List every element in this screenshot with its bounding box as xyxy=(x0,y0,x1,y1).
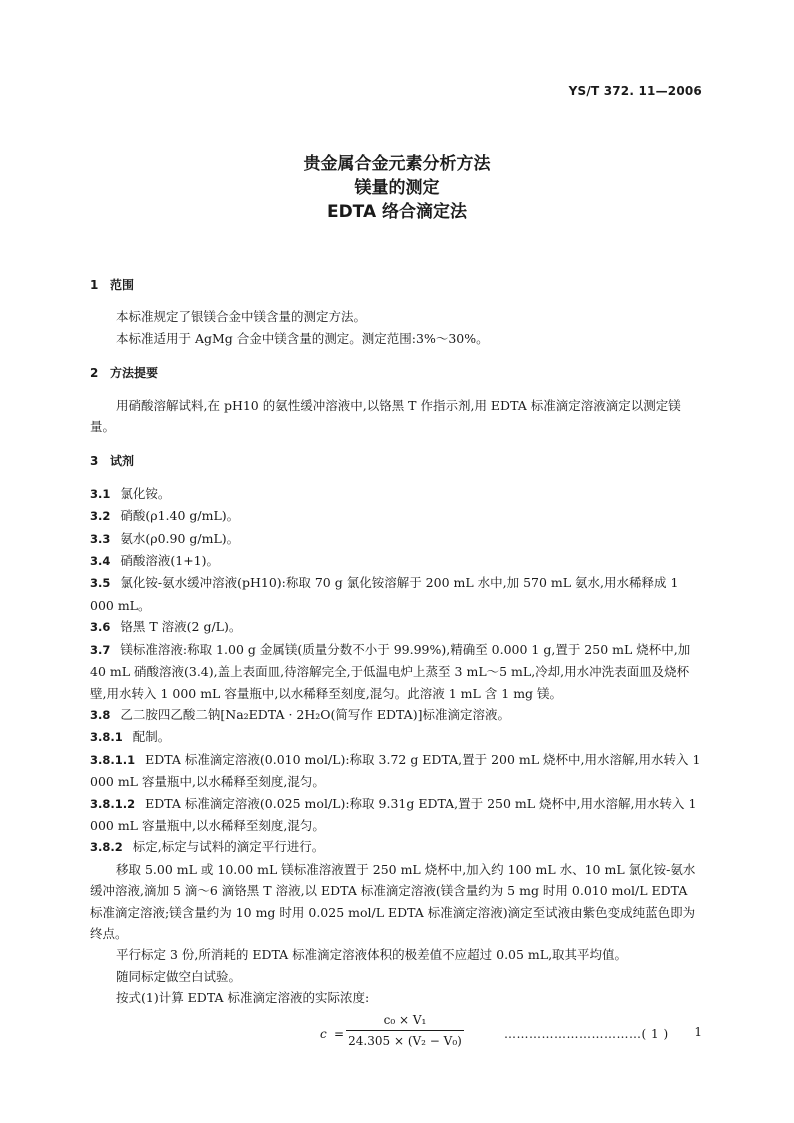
standard-number: YS/T 372. 11—2006 xyxy=(568,84,702,98)
title-line-1: 贵金属合金元素分析方法 xyxy=(303,154,491,174)
clause-number: 3.8.1.1 xyxy=(90,752,136,767)
section-heading-principle xyxy=(90,363,702,384)
reagent-item xyxy=(90,550,702,572)
clause-text: 氨水(ρ0.90 g/mL)。 xyxy=(120,530,240,546)
reagent-item xyxy=(90,483,702,505)
reagent-item xyxy=(90,836,702,858)
paragraph: 按式(1)计算 EDTA 标准滴定溶液的实际浓度: xyxy=(116,990,370,1006)
paragraph: 用硝酸溶解试料,在 pH10 的氨性缓冲溶液中,以铬黑 T 作指示剂,用 EDTA 标准滴定溶液滴定以测定镁量。 xyxy=(90,397,681,435)
paragraph: 随同标定做空白试验。 xyxy=(116,968,242,984)
clause-text: 硝酸溶液(1+1)。 xyxy=(120,553,220,569)
reagent-item xyxy=(90,505,702,527)
section-title: 方法提要 xyxy=(110,366,159,381)
title-line-2: 镁量的测定 xyxy=(354,178,440,198)
formula-number: ( 1 ) xyxy=(641,1026,669,1041)
clause-text: 氯化铵。 xyxy=(120,485,171,501)
reagent-item xyxy=(90,704,702,726)
reagent-item xyxy=(90,639,702,704)
formula-numerator: c₀ × V₁ xyxy=(383,1012,427,1027)
formula-denominator: 24.305 × (V₂ − V₀) xyxy=(348,1033,462,1048)
title-line-3: EDTA 络合滴定法 xyxy=(326,202,468,222)
formula-label xyxy=(504,1024,669,1045)
clause-number: 3.8 xyxy=(90,707,111,722)
clause-number: 3.6 xyxy=(90,620,111,635)
reagent-item xyxy=(90,528,702,550)
section-heading-scope xyxy=(90,275,702,296)
fraction-bar xyxy=(346,1030,464,1031)
clause-number: 3.1 xyxy=(90,486,111,501)
clause-number: 3.7 xyxy=(90,642,111,657)
paragraph: 本标准适用于 AgMg 合金中镁含量的测定。测定范围:3%～30%。 xyxy=(116,330,489,346)
formula-lhs: c xyxy=(320,1026,327,1041)
clause-text: 标定,标定与试料的滴定平行进行。 xyxy=(132,839,325,855)
formula-equals: = xyxy=(334,1026,345,1041)
clause-text: 氯化铵-氨水缓冲溶液(pH10):称取 70 g 氯化铵溶解于 200 mL 水中,加 570 mL 氨水,用水稀释成 1 000 mL。 xyxy=(90,575,679,613)
clause-text: 镁标准溶液:称取 1.00 g 金属镁(质量分数不小于 99.99%),精确至 0.000 1 g,置于 250 mL 烧杯中,加 40 mL 硝酸溶液(3.4),盖上表面皿,待溶解完全,于低温电炉上蒸至 3 mL～5 mL,冷却,用水冲洗表面皿及烧杯壁,用水转入 1 000 mL 容量瓶中,以水稀释至刻度,混匀。此溶液 1 mL 含 1 mg 镁。 xyxy=(90,641,691,701)
formula-fraction xyxy=(346,1011,464,1050)
reagent-item xyxy=(90,793,702,837)
equation-1 xyxy=(90,1011,702,1059)
clause-text: 铬黑 T 溶液(2 g/L)。 xyxy=(120,619,242,635)
reagent-item xyxy=(90,572,702,616)
reagent-item xyxy=(90,749,702,793)
clause-number: 3.8.1 xyxy=(90,730,123,745)
clause-number: 3.8.1.2 xyxy=(90,796,136,811)
page-number: 1 xyxy=(694,1025,702,1039)
section-number: 2 xyxy=(90,366,99,381)
clause-text: EDTA 标准滴定溶液(0.025 mol/L):称取 9.31g EDTA,置于 250 mL 烧杯中,用水溶解,用水转入 1 000 mL 容量瓶中,以水稀释至刻度,混匀。 xyxy=(90,795,697,833)
section-number: 1 xyxy=(90,278,99,292)
clause-text: 配制。 xyxy=(132,729,171,745)
formula-leader: …………………………… xyxy=(504,1026,642,1041)
clause-number: 3.4 xyxy=(90,554,111,569)
clause-number: 3.2 xyxy=(90,509,111,524)
clause-number: 3.5 xyxy=(90,576,111,591)
paragraph: 移取 5.00 mL 或 10.00 mL 镁标准溶液置于 250 mL 烧杯中,加入约 100 mL 水、10 mL 氯化铵-氨水缓冲溶液,滴加 5 滴～6 滴铬黑 T 溶液,以 EDTA 标准滴定溶液(镁含量约为 5 mg 时用 0.010 mol/L EDTA 标准滴定溶液;镁含量约为 10 mg 时用 0.025 mol/L EDTA 标准滴定溶液)滴定至试液由紫色变成纯蓝色即为终点。 xyxy=(90,861,696,941)
section-title: 范围 xyxy=(110,278,135,292)
section-title: 试剂 xyxy=(110,454,135,469)
clause-number: 3.3 xyxy=(90,531,111,546)
document-title xyxy=(0,152,794,224)
clause-text: 乙二胺四乙酸二钠[Na₂EDTA · 2H₂O(简写作 EDTA)]标准滴定溶液。 xyxy=(120,706,510,722)
section-heading-reagents xyxy=(90,451,702,472)
section-number: 3 xyxy=(90,454,99,469)
clause-text: 硝酸(ρ1.40 g/mL)。 xyxy=(120,508,240,524)
paragraph: 本标准规定了银镁合金中镁含量的测定方法。 xyxy=(116,309,367,325)
paragraph: 平行标定 3 份,所消耗的 EDTA 标准滴定溶液体积的极差值不应超过 0.05 mL,取其平均值。 xyxy=(116,947,628,963)
reagent-item xyxy=(90,726,702,748)
clause-text: EDTA 标准滴定溶液(0.010 mol/L):称取 3.72 g EDTA,置于 200 mL 烧杯中,用水溶解,用水转入 1 000 mL 容量瓶中,以水稀释至刻度,混匀。 xyxy=(90,751,701,790)
document-body xyxy=(90,275,702,1059)
reagent-item xyxy=(90,616,702,638)
clause-number: 3.8.2 xyxy=(90,840,123,855)
